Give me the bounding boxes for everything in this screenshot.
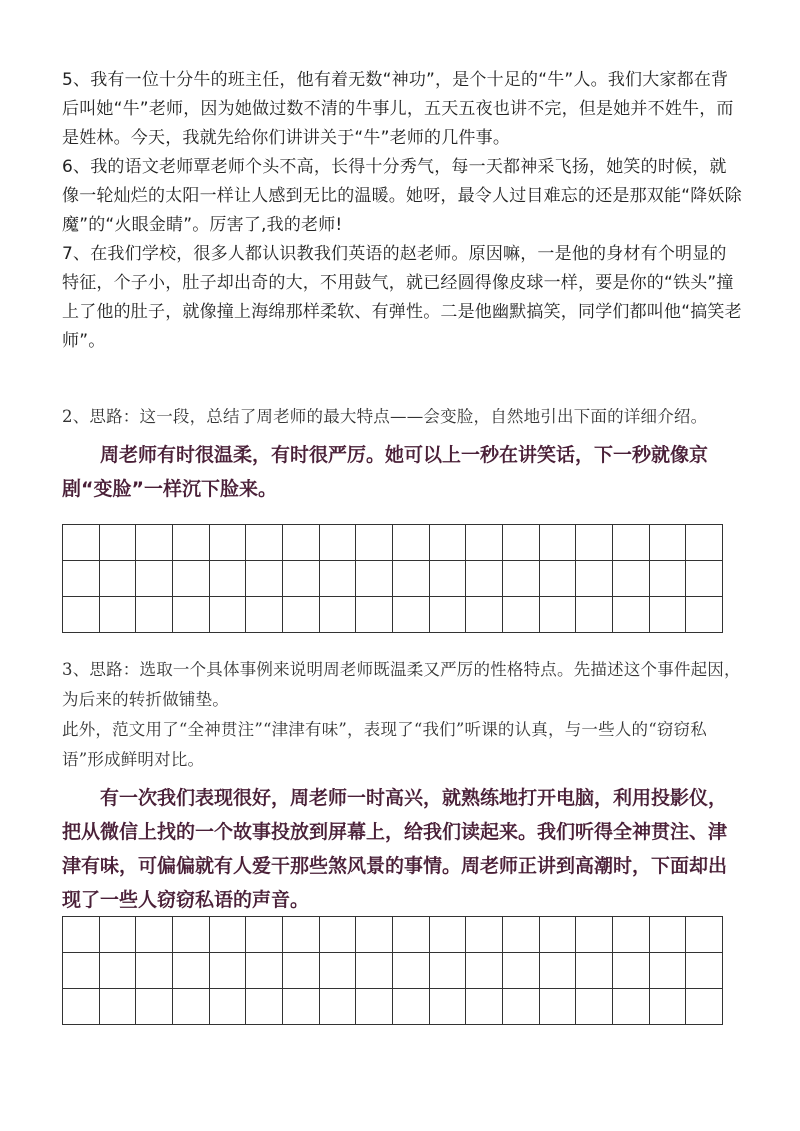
writing-grid-2[interactable] bbox=[62, 916, 723, 1025]
grid-cell[interactable] bbox=[686, 561, 723, 597]
grid-cell[interactable] bbox=[466, 597, 503, 633]
grid-cell[interactable] bbox=[63, 525, 100, 561]
grid-cell[interactable] bbox=[356, 953, 393, 989]
grid-cell[interactable] bbox=[503, 525, 540, 561]
grid-cell[interactable] bbox=[503, 597, 540, 633]
grid-cell[interactable] bbox=[613, 917, 650, 953]
grid-cell[interactable] bbox=[576, 953, 613, 989]
example-paragraphs bbox=[62, 66, 742, 356]
grid-cell[interactable] bbox=[686, 597, 723, 633]
grid-cell[interactable] bbox=[210, 989, 247, 1025]
grid-cell[interactable] bbox=[613, 989, 650, 1025]
grid-cell[interactable] bbox=[100, 953, 137, 989]
grid-cell[interactable] bbox=[650, 953, 687, 989]
grid-cell[interactable] bbox=[320, 917, 357, 953]
grid-cell[interactable] bbox=[136, 953, 173, 989]
grid-cell[interactable] bbox=[686, 917, 723, 953]
grid-cell[interactable] bbox=[686, 989, 723, 1025]
grid-cell[interactable] bbox=[136, 525, 173, 561]
grid-cell[interactable] bbox=[246, 953, 283, 989]
grid-cell[interactable] bbox=[173, 953, 210, 989]
grid-cell[interactable] bbox=[210, 917, 247, 953]
grid-cell[interactable] bbox=[246, 561, 283, 597]
grid-cell[interactable] bbox=[393, 525, 430, 561]
grid-cell[interactable] bbox=[430, 561, 467, 597]
grid-cell[interactable] bbox=[576, 561, 613, 597]
section-3-model-text: 有一次我们表现很好，周老师一时高兴，就熟练地打开电脑，利用投影仪，把从微信上找的一个故事投放到屏幕上，给我们读起来。我们听得全神贯注、津津有味，可偏偏就有人爱干那些煞风景的事情。周老师正讲到高潮时，下面却出现了一些人窃窃私语的声音。 bbox=[62, 787, 728, 911]
grid-cell[interactable] bbox=[136, 917, 173, 953]
grid-cell[interactable] bbox=[650, 989, 687, 1025]
grid-cell[interactable] bbox=[356, 561, 393, 597]
grid-cell[interactable] bbox=[613, 597, 650, 633]
section-2-model-text: 周老师有时很温柔，有时很严厉。她可以上一秒在讲笑话，下一秒就像京剧“变脸”一样沉下脸来。 bbox=[62, 444, 709, 500]
grid-cell[interactable] bbox=[393, 989, 430, 1025]
grid-cell[interactable] bbox=[100, 597, 137, 633]
grid-cell[interactable] bbox=[430, 989, 467, 1025]
grid-cell[interactable] bbox=[393, 597, 430, 633]
section-3-extra-note: 此外，范文用了“全神贯注”“津津有味”，表现了“我们”听课的认真，与一些人的“窃窃私语”形成鲜明对比。 bbox=[62, 720, 707, 769]
grid-cell[interactable] bbox=[283, 917, 320, 953]
grid-cell[interactable] bbox=[686, 525, 723, 561]
grid-cell[interactable] bbox=[613, 525, 650, 561]
example-paragraph-7: 7、在我们学校，很多人都认识教我们英语的赵老师。原因嘛，一是他的身材有个明显的特征，个子小，肚子却出奇的大，不用鼓气，就已经圆得像皮球一样，要是你的“铁头”撞上了他的肚子，就像撞上海绵那样柔软、有弹性。二是他幽默搞笑，同学们都叫他“搞笑老师”。 bbox=[62, 244, 742, 351]
grid-cell[interactable] bbox=[540, 953, 577, 989]
grid-cell[interactable] bbox=[540, 917, 577, 953]
grid-cell[interactable] bbox=[356, 989, 393, 1025]
grid-cell[interactable] bbox=[320, 561, 357, 597]
grid-cell[interactable] bbox=[430, 525, 467, 561]
grid-cell[interactable] bbox=[63, 561, 100, 597]
grid-cell[interactable] bbox=[100, 989, 137, 1025]
grid-cell[interactable] bbox=[466, 989, 503, 1025]
section-2 bbox=[62, 402, 742, 506]
grid-cell[interactable] bbox=[466, 525, 503, 561]
grid-cell[interactable] bbox=[283, 525, 320, 561]
grid-cell[interactable] bbox=[100, 561, 137, 597]
grid-cell[interactable] bbox=[503, 953, 540, 989]
grid-cell[interactable] bbox=[246, 525, 283, 561]
grid-cell[interactable] bbox=[173, 561, 210, 597]
grid-cell[interactable] bbox=[466, 917, 503, 953]
grid-cell[interactable] bbox=[246, 917, 283, 953]
grid-cell[interactable] bbox=[63, 989, 100, 1025]
grid-cell[interactable] bbox=[613, 561, 650, 597]
grid-cell[interactable] bbox=[63, 917, 100, 953]
grid-cell[interactable] bbox=[136, 989, 173, 1025]
grid-cell[interactable] bbox=[173, 917, 210, 953]
grid-cell[interactable] bbox=[283, 953, 320, 989]
grid-cell[interactable] bbox=[320, 953, 357, 989]
grid-cell[interactable] bbox=[576, 597, 613, 633]
grid-cell[interactable] bbox=[503, 917, 540, 953]
grid-cell[interactable] bbox=[540, 597, 577, 633]
grid-cell[interactable] bbox=[576, 525, 613, 561]
grid-cell[interactable] bbox=[283, 597, 320, 633]
grid-cell[interactable] bbox=[430, 597, 467, 633]
grid-cell[interactable] bbox=[356, 917, 393, 953]
grid-cell[interactable] bbox=[246, 989, 283, 1025]
grid-cell[interactable] bbox=[210, 525, 247, 561]
section-3-thinking-note: 3、思路：选取一个具体事例来说明周老师既温柔又严厉的性格特点。先描述这个事件起因，为后来的转折做铺垫。 bbox=[62, 660, 741, 709]
grid-cell[interactable] bbox=[576, 917, 613, 953]
grid-cell[interactable] bbox=[686, 953, 723, 989]
grid-cell[interactable] bbox=[540, 561, 577, 597]
grid-cell[interactable] bbox=[320, 989, 357, 1025]
grid-cell[interactable] bbox=[503, 561, 540, 597]
grid-cell[interactable] bbox=[173, 525, 210, 561]
grid-cell[interactable] bbox=[136, 561, 173, 597]
grid-cell[interactable] bbox=[63, 953, 100, 989]
grid-cell[interactable] bbox=[63, 597, 100, 633]
grid-cell[interactable] bbox=[210, 597, 247, 633]
writing-grid-1[interactable] bbox=[62, 524, 723, 633]
section-2-thinking-note: 2、思路：这一段，总结了周老师的最大特点——会变脸，自然地引出下面的详细介绍。 bbox=[62, 407, 708, 426]
grid-cell[interactable] bbox=[650, 917, 687, 953]
grid-cell[interactable] bbox=[466, 561, 503, 597]
grid-cell[interactable] bbox=[356, 597, 393, 633]
grid-cell[interactable] bbox=[320, 597, 357, 633]
grid-cell[interactable] bbox=[650, 525, 687, 561]
grid-cell[interactable] bbox=[393, 917, 430, 953]
grid-cell[interactable] bbox=[100, 525, 137, 561]
example-paragraph-6: 6、我的语文老师覃老师个头不高，长得十分秀气，每一天都神采飞扬，她笑的时候，就像一轮灿烂的太阳一样让人感到无比的温暖。她呀，最令人过目难忘的还是那双能“降妖除魔”的“火眼金睛”。厉害了,我的老师! bbox=[62, 157, 742, 235]
section-3 bbox=[62, 655, 742, 917]
grid-cell[interactable] bbox=[540, 989, 577, 1025]
grid-cell[interactable] bbox=[283, 561, 320, 597]
grid-cell[interactable] bbox=[466, 953, 503, 989]
grid-cell[interactable] bbox=[576, 989, 613, 1025]
example-paragraph-5: 5、我有一位十分牛的班主任，他有着无数“神功”，是个十足的“牛”人。我们大家都在背后叫她“牛”老师，因为她做过数不清的牛事儿，五天五夜也讲不完，但是她并不姓牛，而是姓林。今天，我就先给你们讲讲关于“牛”老师的几件事。 bbox=[62, 70, 734, 148]
grid-cell[interactable] bbox=[356, 525, 393, 561]
grid-cell[interactable] bbox=[430, 953, 467, 989]
grid-cell[interactable] bbox=[136, 597, 173, 633]
grid-cell[interactable] bbox=[283, 989, 320, 1025]
grid-cell[interactable] bbox=[503, 989, 540, 1025]
grid-cell[interactable] bbox=[650, 561, 687, 597]
grid-cell[interactable] bbox=[246, 597, 283, 633]
grid-cell[interactable] bbox=[393, 561, 430, 597]
grid-cell[interactable] bbox=[210, 561, 247, 597]
grid-cell[interactable] bbox=[173, 597, 210, 633]
grid-cell[interactable] bbox=[613, 953, 650, 989]
grid-cell[interactable] bbox=[100, 917, 137, 953]
grid-cell[interactable] bbox=[173, 989, 210, 1025]
grid-cell[interactable] bbox=[430, 917, 467, 953]
grid-cell[interactable] bbox=[320, 525, 357, 561]
grid-cell[interactable] bbox=[210, 953, 247, 989]
grid-cell[interactable] bbox=[393, 953, 430, 989]
grid-cell[interactable] bbox=[650, 597, 687, 633]
grid-cell[interactable] bbox=[540, 525, 577, 561]
